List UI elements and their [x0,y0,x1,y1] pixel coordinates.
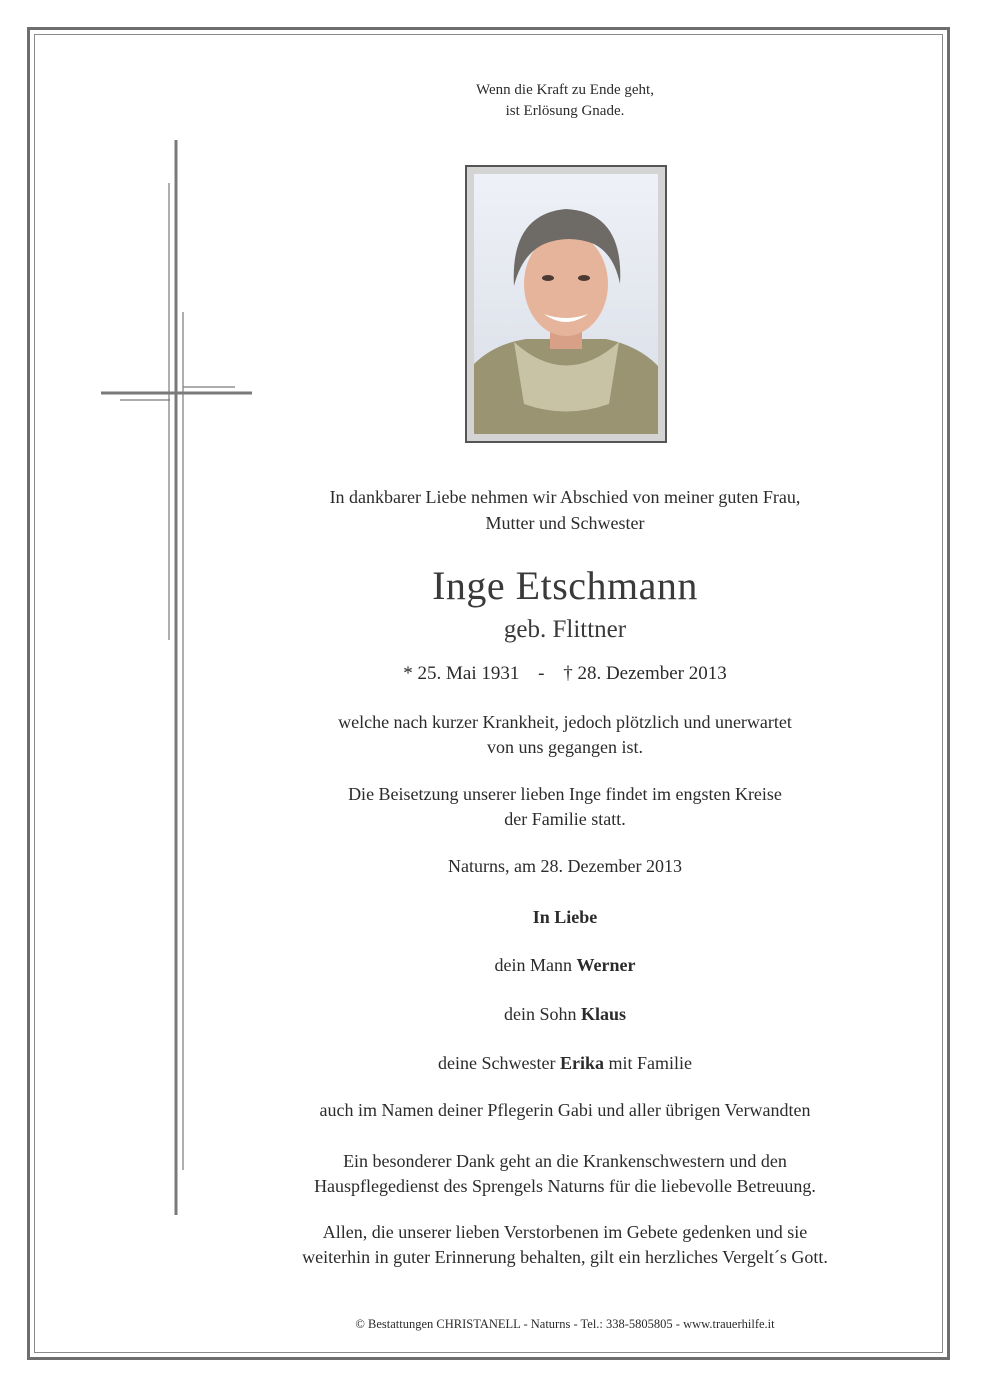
thanks-line-2: Hauspflegedienst des Sprengels Naturns für die liebevolle Betreuung. [314,1176,816,1196]
place-date: Naturns, am 28. Dezember 2013 [448,856,682,876]
portrait-image [474,174,658,434]
intro-text [255,484,875,536]
burial-line-1: Die Beisetzung unserer lieben Inge findet im engsten Kreise [348,784,782,804]
mourner-son [255,1002,875,1027]
mourner-name: Klaus [580,1004,627,1024]
intro-line-2: Mutter und Schwester [485,513,645,533]
mourner-prefix: dein Mann [494,955,577,975]
motto-line-2: ist Erlösung Gnade. [505,103,625,119]
also-on-behalf: auch im Namen deiner Pflegerin Gabi und aller übrigen Verwandten [319,1100,811,1120]
passing-text [255,710,875,760]
footer-credit: © Bestattungen CHRISTANELL - Naturns - Tel.: 338-5805805 - www.trauerhilfe.it [355,1317,775,1331]
remembrance-text [240,1220,890,1270]
remembrance-line-2: weiterhin in guter Erinnerung behalten, gilt ein herzliches Vergelt´s Gott. [302,1247,828,1267]
closing-phrase: In Liebe [532,907,598,927]
passing-line-1: welche nach kurzer Krankheit, jedoch plötzlich und unerwartet [338,712,792,732]
motto [255,80,875,122]
burial-line-2: der Familie statt. [504,809,626,829]
mourner-name: Erika [559,1053,604,1073]
mourner-suffix: mit Familie [603,1053,692,1073]
passing-line-2: von uns gegangen ist. [487,737,643,757]
deceased-name: Inge Etschmann [432,563,698,608]
mourner-prefix: dein Sohn [503,1004,581,1024]
life-dates [255,660,875,688]
intro-line-1: In dankbarer Liebe nehmen wir Abschied von meiner guten Frau, [329,487,801,507]
burial-text [255,782,875,832]
birth-date: * 25. Mai 1931 [403,663,520,684]
maiden-name: geb. Flittner [503,616,627,643]
mourner-name: Werner [576,955,636,975]
motto-line-1: Wenn die Kraft zu Ende geht, [476,82,654,98]
mourner-sister [255,1051,875,1076]
mourner-husband [255,953,875,978]
death-date: † 28. Dezember 2013 [563,663,727,684]
remembrance-line-1: Allen, die unserer lieben Verstorbenen im Gebete gedenken und sie [322,1222,808,1242]
mourner-prefix: deine Schwester [438,1053,560,1073]
thanks-text [240,1149,890,1199]
portrait-photo [465,165,667,443]
date-separator: - [538,663,545,684]
thanks-line-1: Ein besonderer Dank geht an die Krankenschwestern und den [343,1151,787,1171]
